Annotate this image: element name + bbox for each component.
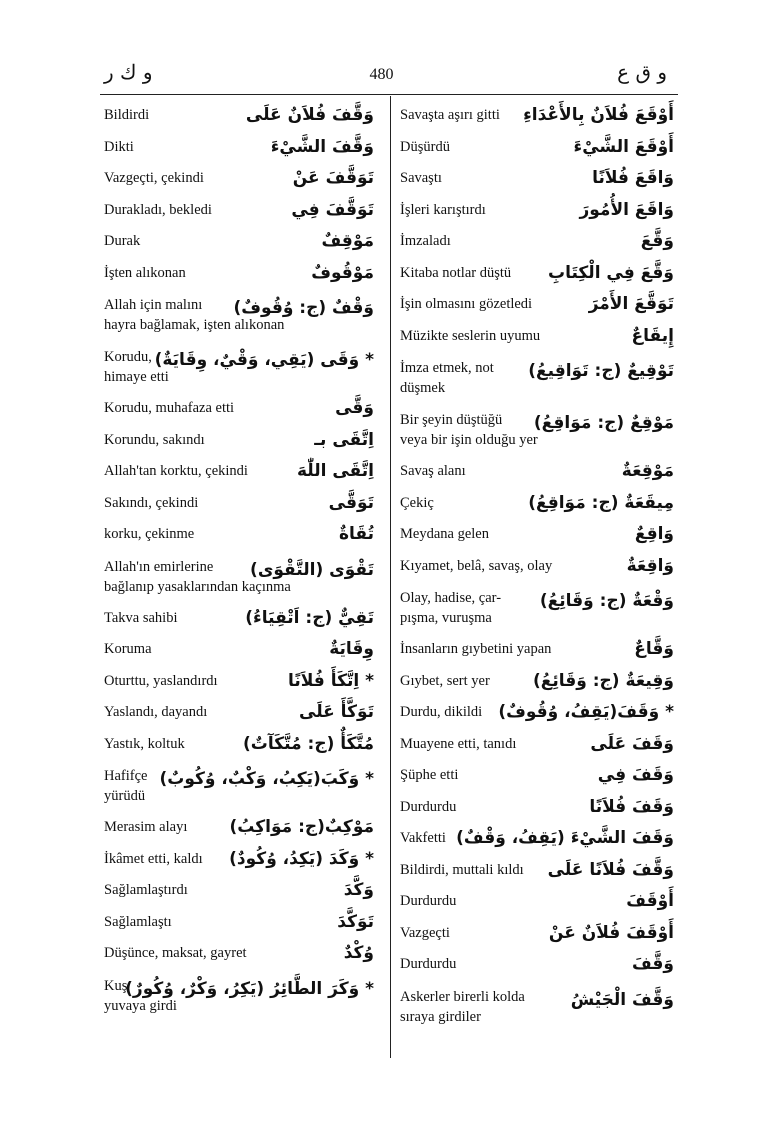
dictionary-entry [104, 258, 374, 290]
dictionary-entry [104, 341, 374, 393]
meaning-line: İşten alıkonan [104, 264, 186, 281]
arabic-headword: وَقَفَ عَلَى [590, 733, 674, 754]
arabic-headword: وَقَّفَ فُلاَنٌ عَلَى [245, 105, 374, 125]
dictionary-entry [104, 812, 374, 844]
dictionary-entry [400, 258, 674, 290]
meaning-line: Bildirdi, muttali kıldı [400, 861, 524, 878]
meaning-line: Durdurdu [400, 798, 457, 815]
meaning-line: sıraya girdiler [400, 1008, 481, 1025]
meaning-line: düşmek [400, 380, 446, 396]
arabic-headword: وَقِيعَةٌ (ج: وَقَائِعُ) [532, 670, 674, 691]
meaning-line: Allah'ın emirlerine [104, 558, 214, 575]
dictionary-entry [400, 729, 674, 761]
arabic-headword: تَوَكَّأَ عَلَى [299, 702, 374, 722]
arabic-headword: تَقْوَى (التَّقْوَى) [250, 559, 374, 580]
dictionary-entry [400, 163, 674, 195]
meaning-line: İmzaladı [400, 233, 451, 249]
dictionary-entry [400, 456, 674, 488]
arabic-headword: أَوْقَفَ فُلاَنٌ عَنْ [548, 922, 674, 943]
dictionary-entry [104, 393, 374, 425]
arabic-headword: مُتَّكَأٌ (ج: مُتَّكَآتٌ) [243, 733, 374, 754]
arabic-headword: تَوَقَّفَ فِي [291, 199, 374, 220]
meaning-line: Vakfetti [400, 830, 446, 846]
arabic-headword: وَكَّدَ [343, 880, 374, 900]
meaning-line: himaye etti [104, 369, 169, 385]
dictionary-entry [400, 488, 674, 520]
dictionary-entry [104, 666, 374, 698]
meaning-line: bağlanıp yasaklarından kaçınma [104, 578, 291, 595]
page-number: 480 [369, 66, 394, 83]
arabic-headword: وَقْعَةٌ (ج: وَقَائِعُ) [539, 591, 674, 611]
meaning-line: Askerler birerli kolda [400, 988, 525, 1005]
dictionary-entry [104, 163, 374, 195]
arabic-headword: وَقَّعَ فِي الْكِتَابِ [548, 262, 674, 283]
arabic-headword: وُكْدٌ [343, 943, 374, 963]
arabic-headword: اِتَّقَى اللّٰهَ [296, 461, 374, 481]
arabic-headword: تَوَقَّعَ الأَمْرَ [588, 294, 674, 314]
meaning-line: Koruma [104, 641, 152, 657]
meaning-line: Muayene etti, tanıdı [400, 735, 517, 752]
meaning-line: Kuş [104, 977, 128, 994]
meaning-line: yürüdü [104, 788, 146, 804]
dictionary-entry [104, 970, 374, 1022]
meaning-line: İşleri karıştırdı [400, 201, 486, 218]
meaning-line: Sağlamlaştırdı [104, 882, 188, 898]
meaning-line: korku, çekinme [104, 526, 195, 542]
dictionary-entry [400, 404, 674, 456]
dictionary-entry [400, 697, 674, 729]
arabic-headword: مَوْقِفٌ [321, 231, 374, 251]
dictionary-entry [400, 886, 674, 918]
dictionary-entry [400, 226, 674, 258]
dictionary-entry [400, 582, 674, 634]
meaning-line: Düşürdü [400, 138, 450, 155]
arabic-headword: تَوَقَّفَ عَنْ [292, 168, 374, 188]
arabic-headword: وَقَّى [335, 398, 374, 418]
dictionary-entry [104, 938, 374, 970]
dictionary-entry [104, 729, 374, 761]
dictionary-entry [104, 697, 374, 729]
meaning-line: Gıybet, sert yer [400, 672, 490, 689]
meaning-line: Dikti [104, 138, 134, 155]
arabic-headword: مَوْكِبٌ(ج: مَوَاكِبُ) [229, 817, 374, 837]
meaning-line: veya bir işin olduğu yer [400, 432, 538, 448]
dictionary-entry [104, 100, 374, 132]
arabic-headword: وَاقِعَةٌ [626, 555, 674, 576]
arabic-headword: مَوْقِعَةٌ [621, 461, 674, 481]
arabic-headword: أَوْقَعَ الشَّيْءَ [573, 136, 674, 157]
arabic-headword: * وَكَدَ (يَكِدُ، وُكُودٌ) [229, 848, 374, 869]
meaning-line: Hafifçe [104, 768, 148, 784]
meaning-line: Merasim alayı [104, 819, 188, 835]
arabic-headword: * وَقَفَ(يَقِفُ، وُقُوفٌ) [498, 702, 674, 722]
meaning-line: Bildirdi [104, 107, 150, 123]
arabic-headword: * اِتَّكَأَ فُلاَنًا [287, 670, 374, 691]
meaning-line: Korundu, sakındı [104, 431, 205, 448]
dictionary-entry [104, 603, 374, 635]
dictionary-entry [104, 289, 374, 341]
dictionary-entry [400, 132, 674, 164]
dictionary-entry [104, 875, 374, 907]
meaning-line: hayra bağlamak, işten alıkonan [104, 317, 285, 333]
dictionary-entry [104, 226, 374, 258]
meaning-line: Çekiç [400, 494, 434, 511]
meaning-line: Kıyamet, belâ, savaş, olay [400, 557, 553, 574]
arabic-headword: مِيقَعَةٌ (ج: مَوَاقِعُ) [528, 492, 674, 513]
arabic-headword: وَقْفٌ (ج: وُقُوفٌ) [233, 298, 374, 318]
arabic-headword: أَوْقَفَ [626, 891, 674, 911]
dictionary-entry [400, 289, 674, 321]
meaning-line: Yastık, koltuk [104, 735, 185, 752]
dictionary-entry [104, 195, 374, 227]
header-rule [100, 94, 678, 95]
turkish-meaning [104, 875, 374, 907]
arabic-headword: وَاقِعٌ [634, 524, 674, 544]
dictionary-entry [104, 456, 374, 488]
meaning-line: Savaştı [400, 170, 442, 186]
arabic-headword: * وَكَبَ(يَكِبُ، وَكْبٌ، وُكُوبٌ) [159, 769, 374, 789]
arabic-headword: وِقَايَةٌ [329, 639, 374, 659]
dictionary-entry [400, 949, 674, 981]
dictionary-entry [400, 981, 674, 1033]
dictionary-entry [104, 488, 374, 520]
arabic-headword: تَوَقَّى [328, 492, 374, 513]
dictionary-entry [400, 634, 674, 666]
arabic-headword: وَقَفَ الشَّيْءَ (يَقِفُ، وَقْفٌ) [456, 828, 674, 848]
dictionary-entry [400, 666, 674, 698]
arabic-headword: وَقَفَ فِي [597, 765, 674, 785]
meaning-line: Meydana gelen [400, 526, 489, 542]
meaning-line: Sakındı, çekindi [104, 494, 199, 511]
meaning-line: Vazgeçti [400, 924, 450, 941]
arabic-headword: مَوْقِعٌ (ج: مَوَاقِعُ) [533, 413, 674, 433]
left-column [104, 100, 374, 1022]
turkish-meaning [104, 938, 374, 970]
turkish-meaning [400, 226, 674, 258]
meaning-line: Allah için malını [104, 297, 203, 313]
dictionary-entry [104, 634, 374, 666]
meaning-line: Allah'tan korktu, çekindi [104, 463, 248, 479]
header-root-left: و ك ر [104, 60, 153, 84]
arabic-headword: وَقَّفَ [632, 954, 674, 974]
turkish-meaning [104, 907, 374, 939]
meaning-line: Yaslandı, dayandı [104, 704, 208, 720]
arabic-headword: * وَكَرَ الطَّائِرُ (يَكِرُ، وَكْرٌ، وُكُورٌ) [125, 978, 374, 999]
arabic-headword: اِتَّقَى بـ [314, 429, 374, 450]
meaning-line: İşin olmasını gözetledi [400, 296, 533, 312]
meaning-line: Durdurdu [400, 956, 457, 972]
dictionary-entry [400, 100, 674, 132]
meaning-line: Durak [104, 233, 141, 249]
meaning-line: Savaşta aşırı gitti [400, 107, 500, 123]
column-divider [390, 96, 391, 1058]
meaning-line: Olay, hadise, çar- [400, 590, 502, 606]
dictionary-entry [400, 352, 674, 404]
dictionary-entry [104, 760, 374, 812]
turkish-meaning [104, 519, 374, 551]
meaning-line: Düşünce, maksat, gayret [104, 945, 247, 961]
dictionary-entry [104, 844, 374, 876]
arabic-headword: وَقَّفَ الشَّيْءَ [270, 136, 374, 157]
meaning-line: pışma, vuruşma [400, 610, 492, 626]
arabic-headword: تُقَاةٌ [338, 524, 374, 544]
meaning-line: yuvaya girdi [104, 997, 177, 1014]
meaning-line: İnsanların gıybetini yapan [400, 641, 552, 657]
dictionary-entry [400, 195, 674, 227]
meaning-line: Durdurdu [400, 893, 457, 909]
meaning-line: Korudu, muhafaza etti [104, 400, 235, 416]
dictionary-entry [104, 907, 374, 939]
arabic-headword: تَقِيٌّ (ج: اَتْقِيَاءُ) [245, 607, 374, 628]
meaning-line: İmza etmek, not [400, 360, 494, 376]
dictionary-entry [400, 823, 674, 855]
dictionary-entry [400, 760, 674, 792]
arabic-headword: وَقَّاعٌ [634, 639, 674, 659]
turkish-meaning [400, 634, 674, 666]
meaning-line: Oturttu, yaslandırdı [104, 672, 218, 689]
arabic-headword: وَقَّفَ فُلاَنًا عَلَى [547, 859, 674, 880]
arabic-headword: * وَقَى (يَقِي، وَقْيٌ، وِقَايَةٌ) [154, 350, 374, 370]
dictionary-entry [400, 321, 674, 353]
meaning-line: Takva sahibi [104, 609, 178, 626]
turkish-meaning [400, 519, 674, 551]
arabic-headword: أَوْقَعَ فُلاَنٌ بِالأَعْدَاءِ [523, 105, 674, 125]
arabic-headword: إِيقَاعٌ [631, 325, 674, 346]
arabic-headword: وَقَّعَ [640, 231, 674, 251]
header-root-right: و ق ع [617, 60, 667, 84]
right-column [400, 100, 674, 1033]
arabic-headword: مَوْقُوفٌ [311, 262, 374, 283]
meaning-line: Vazgeçti, çekindi [104, 170, 204, 186]
meaning-line: İkâmet etti, kaldı [104, 850, 203, 867]
dictionary-entry [104, 551, 374, 603]
dictionary-entry [400, 792, 674, 824]
arabic-headword: تَوَكَّدَ [337, 911, 374, 932]
arabic-headword: وَقَّفَ الْجَيْشُ [570, 989, 674, 1010]
meaning-line: Durdu, dikildi [400, 704, 483, 720]
meaning-line: Korudu, [104, 349, 152, 365]
dictionary-entry [104, 519, 374, 551]
meaning-line: Durakladı, bekledi [104, 201, 212, 218]
meaning-line: Kitaba notlar düştü [400, 264, 512, 281]
meaning-line: Müzikte seslerin uyumu [400, 327, 541, 344]
turkish-meaning [104, 393, 374, 425]
arabic-headword: وَاقَعَ الأُمُورَ [579, 199, 674, 220]
dictionary-entry [104, 425, 374, 457]
meaning-line: Bir şeyin düştüğü [400, 412, 503, 428]
meaning-line: Şüphe etti [400, 767, 459, 783]
arabic-headword: وَاقَعَ فُلاَنًا [592, 168, 674, 188]
dictionary-entry [400, 551, 674, 583]
dictionary-entry [104, 132, 374, 164]
arabic-headword: تَوْقِيعٌ (ج: تَوَاقِيعُ) [528, 361, 674, 381]
meaning-line: Sağlamlaştı [104, 913, 172, 930]
meaning-line: Savaş alanı [400, 463, 466, 479]
dictionary-entry [400, 855, 674, 887]
arabic-headword: وَقَفَ فُلاَنًا [589, 796, 674, 817]
dictionary-entry [400, 519, 674, 551]
dictionary-entry [400, 918, 674, 950]
